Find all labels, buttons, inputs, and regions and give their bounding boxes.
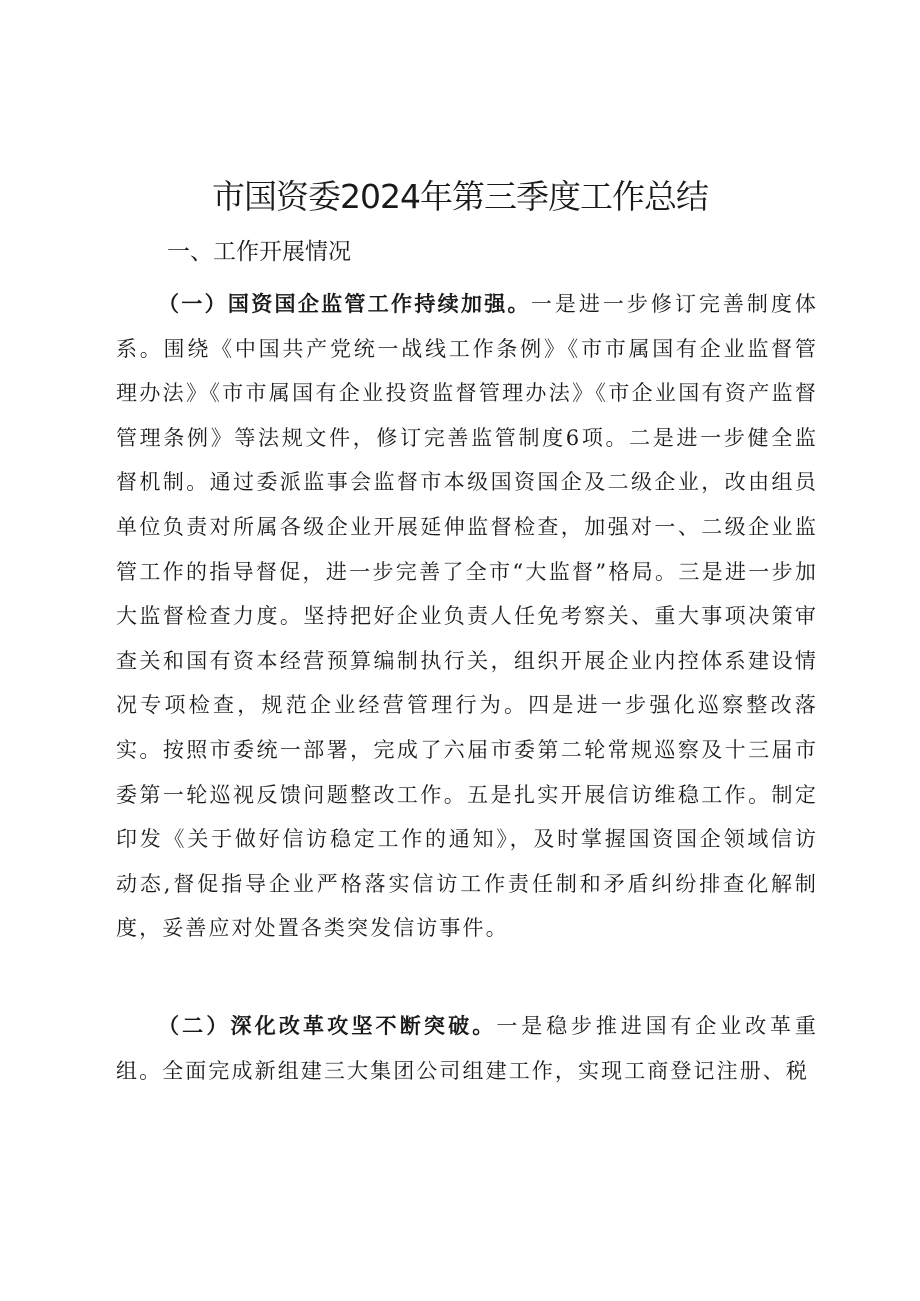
paragraph-lead: （一）国资国企监管工作持续加强。: [158, 292, 531, 316]
paragraph-body: 一是稳步推进国有企业改革重组。全面完成新组建三大集团公司组建工作，实现工商登记注册、税: [116, 1014, 818, 1083]
document-title: 市国资委2024年第三季度工作总结: [212, 177, 708, 216]
paragraph-reform: [116, 1004, 818, 1093]
paragraph-body: 一是进一步修订完善制度体系。围绕《中国共产党统一战线工作条例》《市市属国有企业监督管理办法》《市市属国有企业投资监督管理办法》《市企业国有资产监督管理条例》等法规文件，修订完善监管制度6项。二是进一步健全监督机制。通过委派监事会监督市本级国资国企及二级企业，改由组员单位负责对所属各级企业开展延伸监督检查，加强对一、二级企业监管工作的指导督促，进一步完善了全市“大监督”格局。三是进一步加大监督检查力度。坚持把好企业负责人任免考察关、重大事项决策审查关和国有资本经营预算编制执行关，组织开展企业内控体系建设情况专项检查，规范企业经营管理行为。四是进一步强化巡察整改落实。按照市委统一部署，完成了六届市委第二轮常规巡察及十三届市委第一轮巡视反馈问题整改工作。五是扎实开展信访维稳工作。制定印发《关于做好信访稳定工作的通知》，及时掌握国资国企领域信访动态,督促指导企业严格落实信访工作责任制和矛盾纠纷排查化解制度，妥善应对处置各类突发信访事件。: [116, 292, 818, 941]
paragraph-supervision: [116, 282, 818, 951]
paragraph-lead: （二）深化改革攻坚不断突破。: [158, 1014, 497, 1038]
section-heading: 一、工作开展情况: [167, 239, 351, 265]
